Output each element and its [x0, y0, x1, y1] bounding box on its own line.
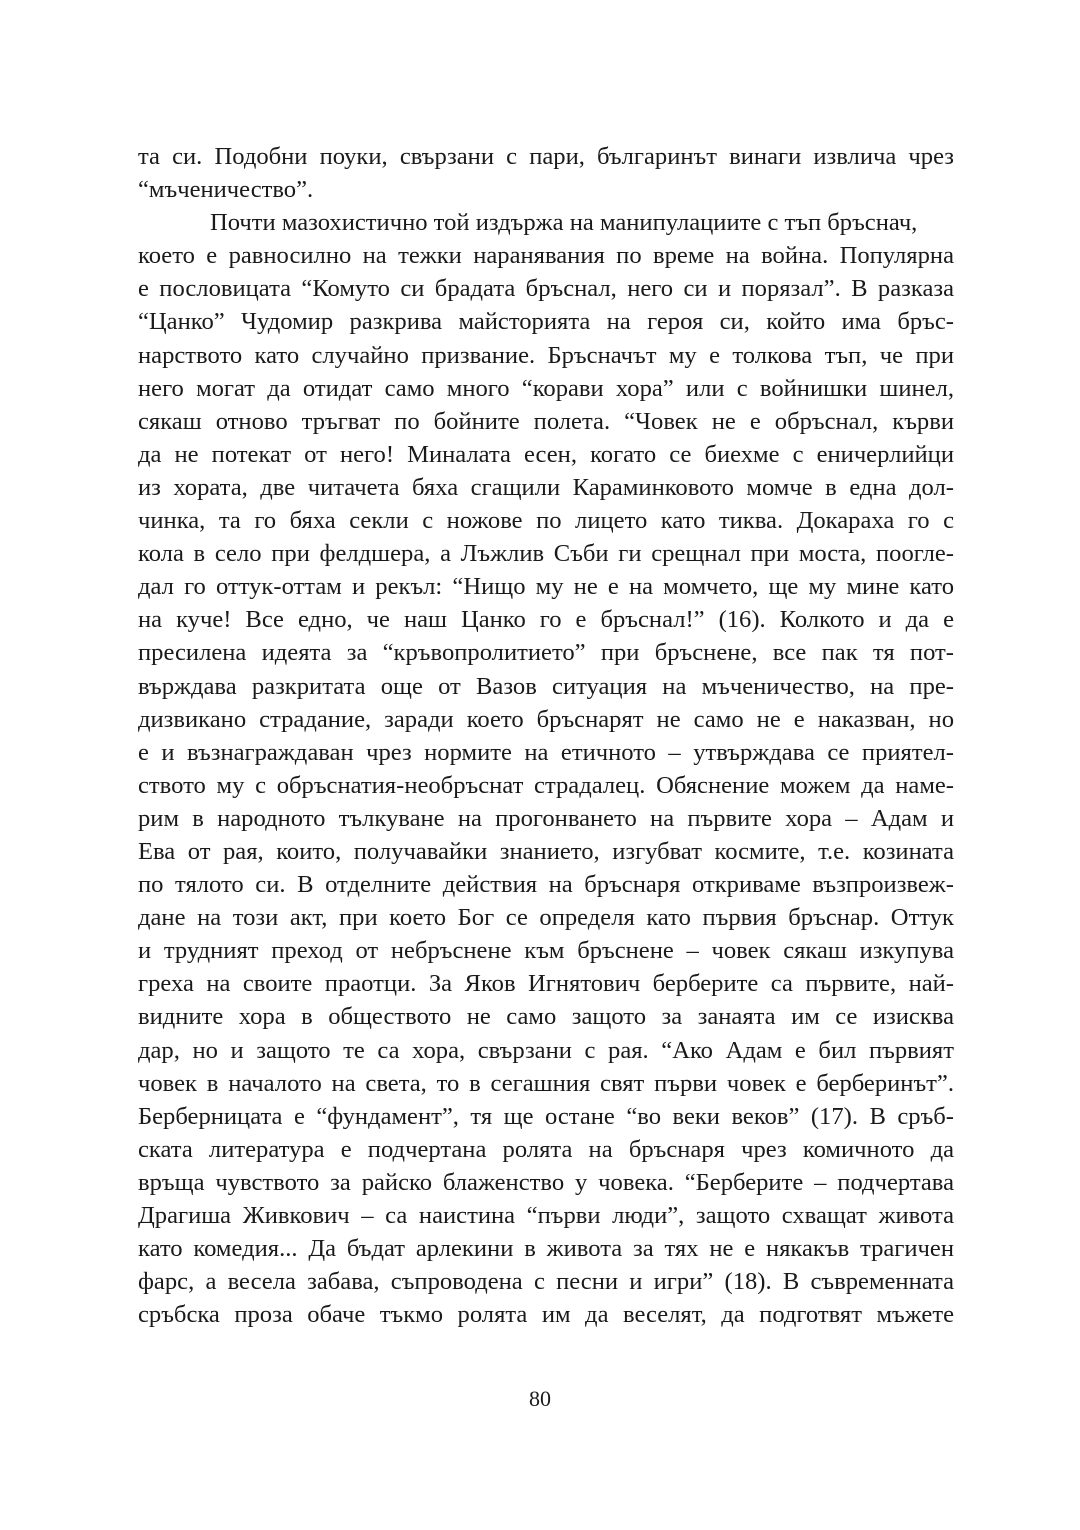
- text-line: да не потекат от него! Миналата есен, когато се биехме с еничерлийци: [138, 440, 954, 468]
- text-line: ството му с обръснатия-необръснат страдалец. Обяснение можем да наме-: [138, 771, 954, 799]
- text-line: връща чувството за райско блаженство у човека. “Берберите – подчертава: [138, 1168, 954, 1196]
- text-line: “Цанко” Чудомир разкрива майсторията на героя си, който има бръс-: [138, 308, 954, 336]
- text-line: пресилена идеята за “кръвопролитието” при бръснене, все пак тя пот-: [138, 639, 954, 667]
- text-line: дал го оттук-оттам и рекъл: “Нищо му не е на момчето, ще му мине като: [138, 573, 954, 601]
- text-line: ската литература е подчертана ролята на бръснаря чрез комичното да: [138, 1135, 954, 1163]
- text-line: греха на своите праотци. За Яков Игнятович берберите са първите, най-: [138, 970, 954, 998]
- page-body: [138, 140, 954, 1331]
- text-line: и трудният преход от небръснене към бръснене – човек сякаш изкупува: [138, 937, 954, 965]
- text-line: е и възнаграждаван чрез нормите на етичното – утвърждава се приятел-: [138, 738, 954, 766]
- text-line: видните хора в обществото не само защото за занаята им се изисква: [138, 1003, 954, 1031]
- text-line: “мъченичество”.: [138, 176, 314, 204]
- text-line: дар, но и защото те са хора, свързани с рая. “Ако Адам е бил първият: [138, 1036, 954, 1064]
- text-line: сякаш отново тръгват по бойните полета. “Човек не е обръснал, кърви: [138, 407, 954, 435]
- text-line: фарс, а весела забава, съпроводена с песни и игри” (18). В съвременната: [138, 1268, 954, 1296]
- text-line: на куче! Все едно, че наш Цанко го е бръснал!” (16). Колкото и да е: [138, 606, 954, 634]
- text-line: нарството като случайно призвание. Бръсначът му е толкова тъп, че при: [138, 341, 954, 369]
- text-line: рим в народното тълкуване на прогонването на първите хора – Адам и: [138, 804, 954, 832]
- page-number: 80: [529, 1386, 551, 1411]
- text-line: Почти мазохистично той издържа на манипулациите с тъп бръснач,: [210, 209, 918, 237]
- text-line: из хората, две читачета бяха сгащили Караминковото момче в една дол-: [138, 473, 954, 501]
- text-line: дане на този акт, при което Бог се определя като първия бръснар. Оттук: [138, 904, 954, 932]
- text-line: върждава разкритата още от Вазов ситуация на мъченичество, на пре-: [138, 672, 954, 700]
- text-line: е пословицата “Комуто си брадата бръснал, него си и порязал”. В разказа: [138, 275, 954, 303]
- text-line: чинка, та го бяха секли с ножове по лицето като тиква. Докараха го с: [138, 507, 954, 535]
- text-line: него могат да отидат само много “корави хора” или с войнишки шинел,: [138, 374, 954, 402]
- text-line: кола в село при фелдшера, а Лъжлив Съби ги срещнал при моста, поогле-: [138, 540, 954, 568]
- text-line: дизвикано страдание, заради което бръснарят не само не е наказван, но: [138, 705, 954, 733]
- text-line: Берберницата е “фундамент”, тя ще остане “во веки веков” (17). В сръб-: [138, 1102, 954, 1130]
- text-line: като комедия... Да бъдат арлекини в живота за тях не е някакъв трагичен: [138, 1235, 954, 1263]
- text-line: сръбска проза обаче тъкмо ролята им да веселят, да подготвят мъжете: [138, 1301, 954, 1329]
- text-line: човек в началото на света, то в сегашния свят първи човек е берберинът”.: [138, 1069, 954, 1097]
- text-line: Драгиша Живкович – са наистина “първи люди”, защото схващат живота: [138, 1202, 954, 1229]
- text-line: по тялото си. В отделните действия на бръснаря откриваме възпроизвеж-: [138, 871, 954, 899]
- text-line: та си. Подобни поуки, свързани с пари, българинът винаги извлича чрез: [138, 143, 954, 170]
- text-line: което е равносилно на тежки наранявания по време на война. Популярна: [138, 242, 954, 270]
- text-line: Ева от рая, които, получавайки знанието, изгубват космите, т.е. козината: [138, 837, 954, 865]
